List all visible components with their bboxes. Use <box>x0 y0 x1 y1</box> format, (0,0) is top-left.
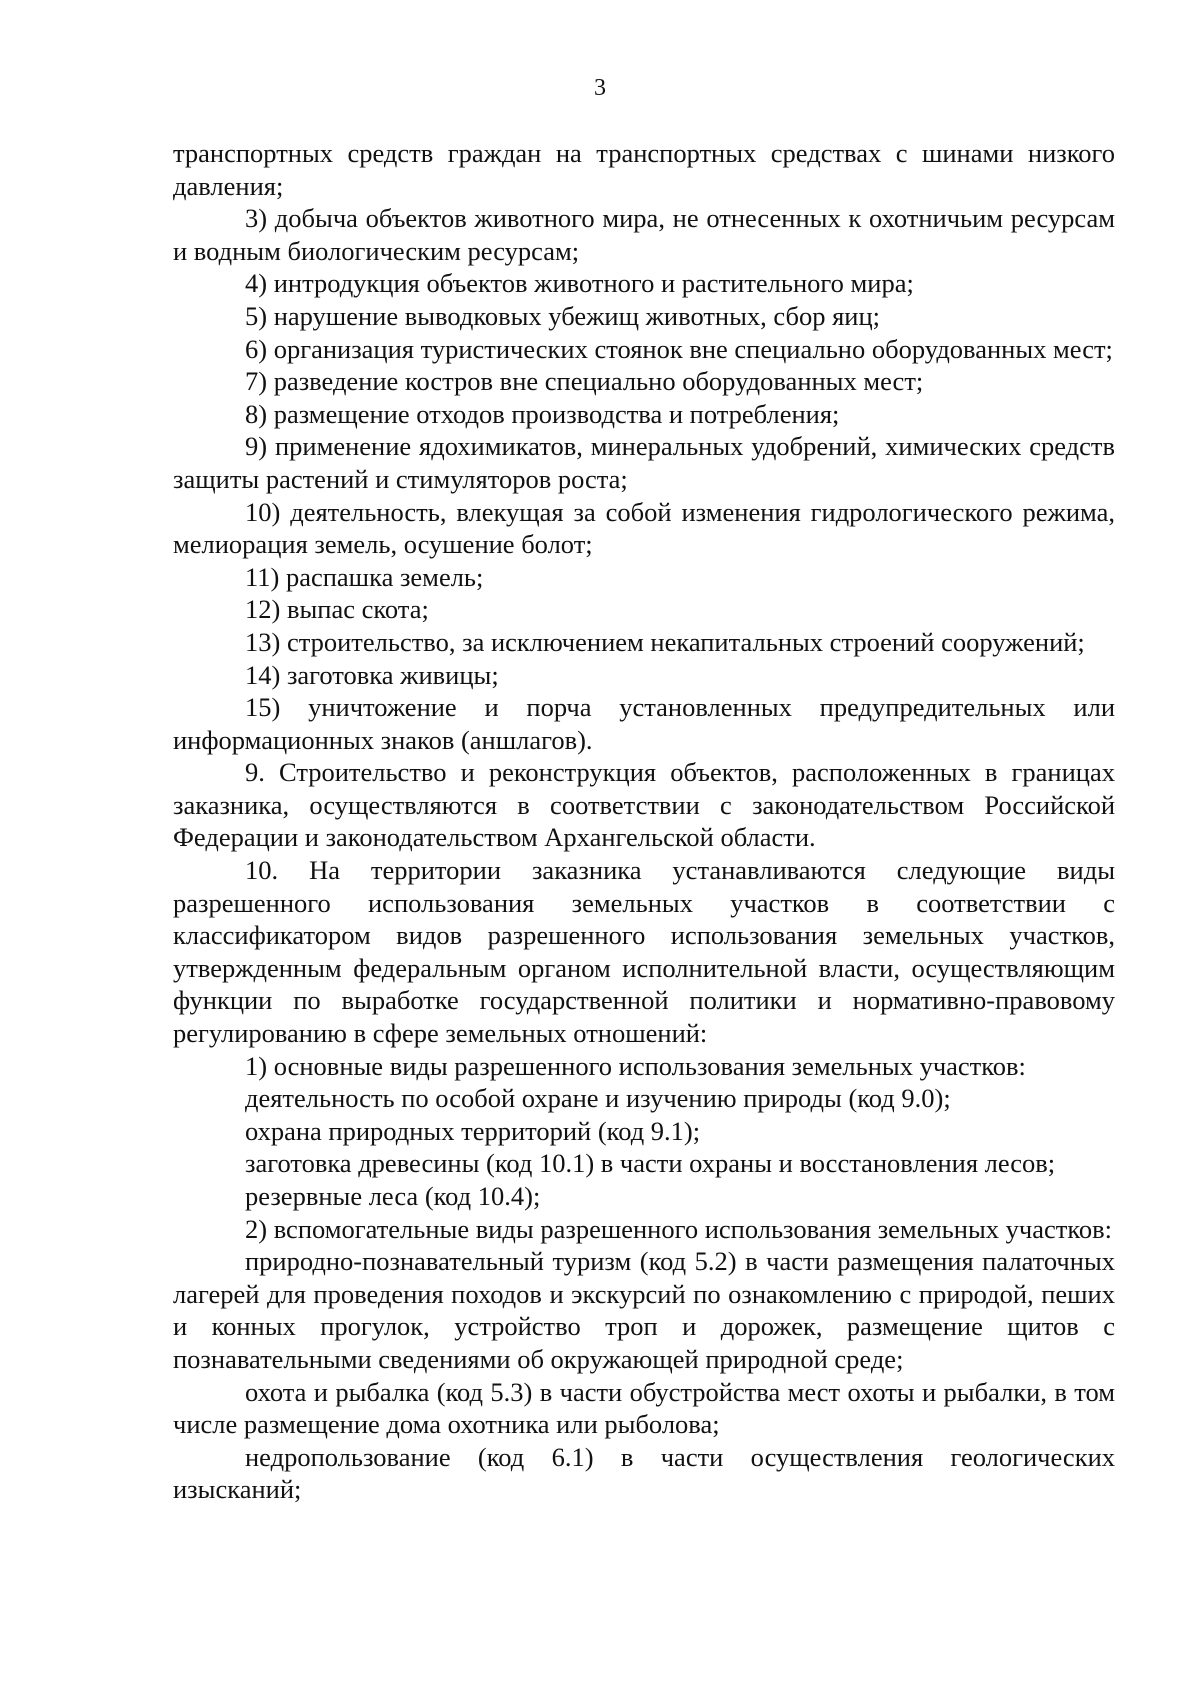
use-item: резервные леса (код 10.4); <box>245 1181 541 1211</box>
paragraph-continuation: транспортных средств граждан на транспортных средствах с шинами низкого давления; <box>173 138 1115 201</box>
list-item-7: 7) разведение костров вне специально оборудованных мест; <box>245 366 924 397</box>
list-item-12: 12) выпас скота; <box>245 594 429 625</box>
list-item-4: 4) интродукция объектов животного и растительного мира; <box>245 268 914 299</box>
clause-10: 10. На территории заказника устанавливаются следующие виды разрешенного использования земельных участков в соответствии с классификатором видов разрешенного использования земельных участков, утвержденным федеральным органом исполнительной власти, осуществляющим функции по выработке государственной политики и нормативно-правовому регулированию в сфере земельных отношений: <box>173 855 1115 1049</box>
document-body <box>173 137 1115 1506</box>
list-item-3: 3) добыча объектов животного мира, не отнесенных к охотничьим ресурсам и водным биологическим ресурсам; <box>173 203 1115 266</box>
use-item: заготовка древесины (код 10.1) в части охраны и восстановления лесов; <box>245 1148 1056 1179</box>
use-item: охота и рыбалка (код 5.3) в части обустройства мест охоты и рыбалки, в том числе размещение дома охотника или рыболова; <box>173 1376 1115 1440</box>
list-item-14: 14) заготовка живицы; <box>245 659 499 690</box>
list-item-15: 15) уничтожение и порча установленных предупредительных или информационных знаков (аншлагов). <box>173 692 1115 755</box>
use-item: охрана природных территорий (код 9.1); <box>245 1115 701 1146</box>
use-item: природно-познавательный туризм (код 5.2) в части размещения палаточных лагерей для проведения походов и экскурсий по ознакомлению с природой, пеших и конных прогулок, устройство троп и дорожек, размещение щитов с познавательными сведениями об окружающей природной среде; <box>173 1246 1115 1374</box>
use-item: деятельность по особой охране и изучению природы (код 9.0); <box>245 1083 951 1114</box>
use-item: недропользование (код 6.1) в части осуществления геологических изысканий; <box>173 1441 1115 1505</box>
subclause-main-uses: 1) основные виды разрешенного использования земельных участков: <box>245 1050 1026 1081</box>
list-item-11: 11) распашка земель; <box>245 561 484 592</box>
list-item-5: 5) нарушение выводковых убежищ животных, сбор яиц; <box>245 300 881 331</box>
list-item-13: 13) строительство, за исключением некапитальных строений сооружений; <box>245 626 1085 657</box>
list-item-9: 9) применение ядохимикатов, минеральных удобрений, химических средств защиты растений и стимуляторов роста; <box>173 431 1115 494</box>
list-item-8: 8) размещение отходов производства и потребления; <box>245 398 840 429</box>
subclause-auxiliary-uses: 2) вспомогательные виды разрешенного использования земельных участков: <box>245 1213 1112 1244</box>
list-item-10: 10) деятельность, влекущая за собой изменения гидрологического режима, мелиорация земель, осушение болот; <box>173 496 1115 560</box>
page-number: 3 <box>594 75 606 101</box>
list-item-6: 6) организация туристических стоянок вне специально оборудованных мест; <box>245 333 1113 364</box>
clause-9: 9. Строительство и реконструкция объектов, расположенных в границах заказника, осуществляются в соответствии с законодательством Российской Федерации и законодательством Архангельской области. <box>173 757 1115 853</box>
